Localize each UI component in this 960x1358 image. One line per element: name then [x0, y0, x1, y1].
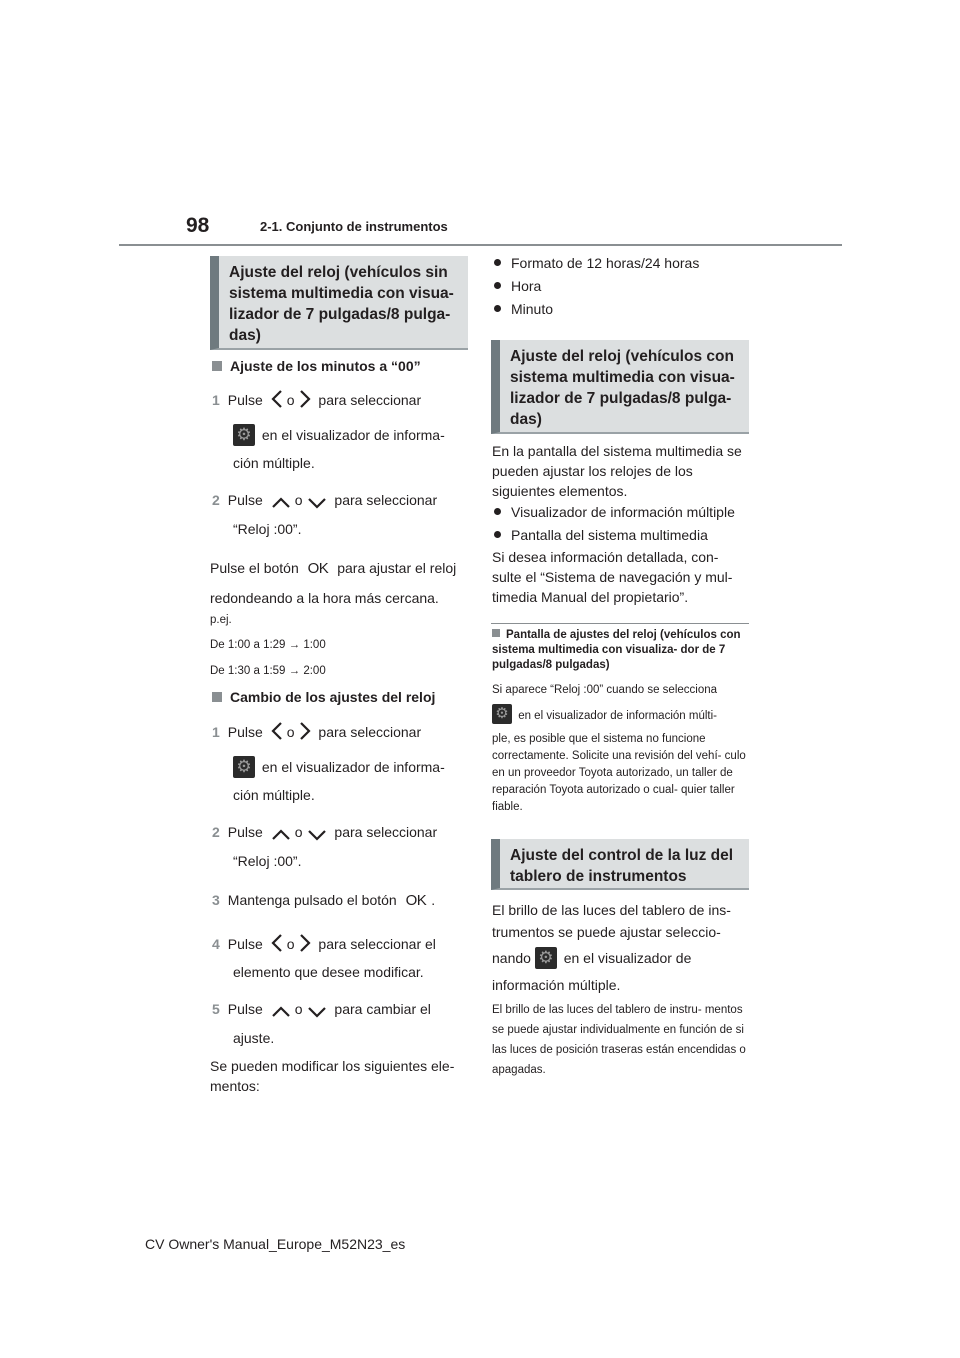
step-1-line2 — [233, 424, 445, 446]
step-text: Pulse — [227, 492, 263, 508]
brightness-line-d: información múltiple. — [492, 977, 621, 993]
step-text: o — [294, 824, 303, 840]
chevron-right-icon — [299, 721, 311, 746]
chevron-right-icon — [299, 389, 311, 414]
step-text: Pulse — [227, 936, 263, 952]
note-line-a: Si aparece “Reloj :00” cuando se selecciona — [492, 684, 718, 696]
step-5-line2: ajuste. — [233, 1030, 275, 1046]
gear-icon — [492, 704, 512, 724]
ok-icon: OK — [405, 892, 427, 909]
step-text: Pulse — [227, 824, 263, 840]
step-text: Pulse — [227, 1001, 263, 1017]
bullet-icon — [494, 508, 501, 515]
example-2: De 1:30 a 1:59 → 2:00 — [210, 665, 326, 677]
step-text: en el visualizador de informa- — [258, 759, 445, 775]
list-item-text: Minuto — [511, 301, 554, 317]
step-text: Pulse — [227, 392, 263, 408]
heading-text: Ajuste del control de la luz del tablero de instrumentos — [510, 847, 734, 885]
brightness-note: El brillo de las luces del tablero de instru- mentos se puede ajustar individualmente en función de si las luces de posición traseras están encendidas o apagadas. — [492, 1004, 746, 1076]
heading-light-control — [491, 839, 749, 890]
bullet-icon — [494, 305, 501, 312]
page-number: 98 — [186, 214, 210, 237]
details-paragraph: Si desea información detallada, con- sulte el “Sistema de navegación y mul- timedia Manual del propietario”. — [492, 549, 733, 605]
subheading-minutes — [212, 358, 421, 374]
note-title-text: Pantalla de ajustes del reloj (vehículos con sistema multimedia con visualiza- dor de 7 pulgadas/8 pulgadas) — [492, 629, 741, 671]
heading-clock-with-multimedia — [491, 340, 749, 434]
step-4 — [212, 933, 472, 958]
step-text: Mantenga pulsado el botón — [227, 892, 397, 908]
closing-paragraph: Se pueden modificar los siguientes ele- mentos: — [210, 1058, 455, 1094]
list-item-text: Visualizador de información múltiple — [511, 504, 735, 520]
step-text: . — [431, 892, 436, 908]
list-item — [492, 276, 699, 296]
heading-text: Ajuste del reloj (vehículos sin sistema multimedia con visua- lizador de 7 pulgadas/8 pulga- das) — [229, 264, 454, 344]
brightness-line-b: trumentos se puede ajustar seleccio- — [492, 924, 721, 940]
step-1b-line2 — [233, 756, 445, 778]
step-1b — [212, 721, 472, 746]
chevron-up-icon — [271, 494, 291, 514]
example-label: p.ej. — [210, 614, 232, 626]
footer-text: CV Owner's Manual_Europe_M52N23_es — [145, 1236, 406, 1252]
step-text: para seleccionar — [334, 492, 438, 508]
brightness-line-a: El brillo de las luces del tablero de ins- — [492, 902, 731, 918]
step-number: 3 — [212, 892, 220, 908]
multimedia-paragraph: En la pantalla del sistema multimedia se pueden ajustar los relojes de los siguientes elementos. — [492, 443, 742, 499]
step-text: o — [286, 936, 295, 952]
step-1 — [212, 389, 472, 414]
list-item — [492, 502, 735, 522]
list-item — [492, 253, 699, 273]
heading-text: Ajuste del reloj (vehículos con sistema multimedia con visua- lizador de 7 pulgadas/8 pulga- das) — [510, 348, 735, 428]
gear-icon — [535, 947, 557, 969]
chevron-up-icon — [271, 826, 291, 846]
round-paragraph — [210, 558, 456, 579]
section-header: 2-1. Conjunto de instrumentos — [260, 219, 448, 234]
step-text: o — [286, 724, 295, 740]
bullet-icon — [494, 259, 501, 266]
step-number: 2 — [212, 824, 220, 840]
header-rule — [119, 244, 842, 246]
ok-icon: OK — [307, 560, 329, 577]
bullet-icon — [494, 531, 501, 538]
step-text: Pulse — [227, 724, 263, 740]
paragraph-text: nando — [492, 950, 531, 966]
step-number: 5 — [212, 1001, 220, 1017]
list-item — [492, 525, 735, 545]
step-text: o — [294, 1001, 303, 1017]
step-text: o — [294, 492, 303, 508]
step-text: para seleccionar el — [318, 936, 436, 952]
brightness-line-c — [492, 947, 691, 969]
list-item-text: Formato de 12 horas/24 horas — [511, 255, 700, 271]
gear-icon — [233, 756, 255, 778]
step-3 — [212, 890, 435, 911]
step-2b — [212, 822, 437, 846]
example-1: De 1:00 a 1:29 → 1:00 — [210, 639, 326, 651]
step-2-line2: “Reloj :00”. — [233, 521, 302, 537]
note-line-b — [492, 704, 750, 725]
bullet-icon — [494, 282, 501, 289]
square-bullet-icon — [212, 361, 222, 371]
step-text: para seleccionar — [334, 824, 438, 840]
square-bullet-icon — [492, 629, 500, 637]
step-4-line2: elemento que desee modificar. — [233, 964, 424, 980]
step-number: 2 — [212, 492, 220, 508]
paragraph-text: en el visualizador de — [559, 950, 692, 966]
paragraph-text: para ajustar el reloj — [337, 560, 457, 576]
step-text: para cambiar el — [334, 1001, 431, 1017]
list-item-text: Hora — [511, 278, 542, 294]
step-text: en el visualizador de informa- — [258, 427, 445, 443]
step-number: 1 — [212, 724, 220, 740]
step-1b-line3: ción múltiple. — [233, 787, 315, 803]
note-text: en el visualizador de información múlti- — [515, 710, 717, 722]
square-bullet-icon — [212, 692, 222, 702]
paragraph-text: Pulse el botón — [210, 560, 299, 576]
chevron-down-icon — [307, 826, 327, 846]
note-body: ple, es posible que el sistema no funcione correctamente. Solicite una revisión del vehí- culo en un proveedor Toyota autorizado, un taller de reparación Toyota autorizado o cual- quier taller fiable. — [492, 733, 746, 813]
note-title — [492, 628, 750, 673]
gear-icon — [233, 424, 255, 446]
list-item-text: Pantalla del sistema multimedia — [511, 527, 708, 543]
step-1-line3: ción múltiple. — [233, 455, 315, 471]
subheading-text: Ajuste de los minutos a “00” — [230, 358, 421, 374]
step-text: o — [286, 392, 295, 408]
note-divider — [491, 623, 749, 624]
heading-clock-no-multimedia — [210, 256, 468, 350]
chevron-up-icon — [271, 1003, 291, 1023]
chevron-left-icon — [271, 721, 283, 746]
chevron-down-icon — [307, 494, 327, 514]
chevron-left-icon — [271, 933, 283, 958]
bullet-list-2 — [492, 502, 735, 545]
step-number: 1 — [212, 392, 220, 408]
chevron-right-icon — [299, 933, 311, 958]
bullet-list-1 — [492, 253, 699, 319]
chevron-left-icon — [271, 389, 283, 414]
subheading-change-settings — [212, 689, 435, 705]
subheading-text: Cambio de los ajustes del reloj — [230, 689, 436, 705]
step-2 — [212, 490, 437, 514]
list-item — [492, 299, 699, 319]
step-5 — [212, 999, 431, 1023]
round-paragraph-line2: redondeando a la hora más cercana. — [210, 590, 439, 606]
step-2b-line2: “Reloj :00”. — [233, 853, 302, 869]
step-text: para seleccionar — [318, 724, 422, 740]
step-number: 4 — [212, 936, 220, 952]
step-text: para seleccionar — [318, 392, 422, 408]
chevron-down-icon — [307, 1003, 327, 1023]
